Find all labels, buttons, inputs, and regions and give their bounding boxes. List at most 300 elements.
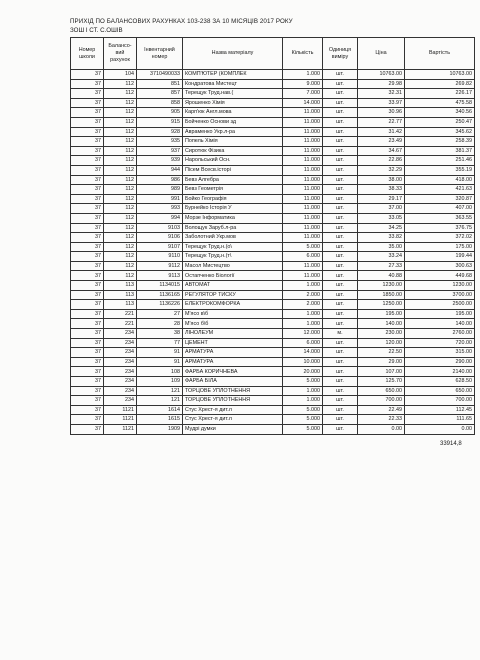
cell-value: 175.00 [405, 242, 475, 252]
cell-quantity: 1.000 [283, 281, 323, 291]
cell-unit: шт. [323, 242, 358, 252]
cell-inventory: 905 [137, 108, 183, 118]
cell-unit: шт. [323, 252, 358, 262]
cell-school: 37 [71, 194, 104, 204]
cell-unit: шт. [323, 117, 358, 127]
cell-school: 37 [71, 300, 104, 310]
table-row [71, 89, 475, 99]
cell-account: 112 [104, 146, 137, 156]
cell-account: 113 [104, 281, 137, 291]
cell-value: 195.00 [405, 309, 475, 319]
cell-school: 37 [71, 223, 104, 233]
cell-account: 112 [104, 213, 137, 223]
cell-school: 37 [71, 281, 104, 291]
cell-quantity: 1.000 [283, 309, 323, 319]
cell-value: 111.65 [405, 415, 475, 425]
cell-account: 234 [104, 367, 137, 377]
cell-value: 345.62 [405, 127, 475, 137]
cell-account: 112 [104, 242, 137, 252]
cell-value: 700.00 [405, 396, 475, 406]
cell-material: Мудрі думки [183, 424, 283, 434]
cell-account: 112 [104, 117, 137, 127]
cell-school: 37 [71, 175, 104, 185]
cell-account: 234 [104, 329, 137, 339]
cell-material: ФАРБА КОРИЧНЕВА [183, 367, 283, 377]
cell-price: 700.00 [358, 396, 405, 406]
cell-inventory: 986 [137, 175, 183, 185]
cell-inventory: 928 [137, 127, 183, 137]
cell-quantity: 9.000 [283, 79, 323, 89]
cell-quantity: 11.000 [283, 233, 323, 243]
cell-material: АВТОМАТ [183, 281, 283, 291]
cell-value: 300.63 [405, 261, 475, 271]
cell-quantity: 7.000 [283, 89, 323, 99]
cell-quantity: 1.000 [283, 396, 323, 406]
cell-account: 112 [104, 127, 137, 137]
cell-value: 628.50 [405, 377, 475, 387]
cell-inventory: 939 [137, 156, 183, 166]
cell-price: 33.82 [358, 233, 405, 243]
cell-unit: шт. [323, 309, 358, 319]
cell-school: 37 [71, 70, 104, 80]
cell-inventory: 858 [137, 98, 183, 108]
table-row [71, 377, 475, 387]
document-subtitle: ЗОШ І СТ. С.ОШІВ [70, 27, 123, 34]
cell-price: 22.86 [358, 156, 405, 166]
cell-price: 230.00 [358, 329, 405, 339]
cell-inventory: 1136226 [137, 300, 183, 310]
cell-value: 251.46 [405, 156, 475, 166]
table-row [71, 70, 475, 80]
cell-price: 1230.00 [358, 281, 405, 291]
cell-inventory: 109 [137, 377, 183, 387]
cell-account: 112 [104, 175, 137, 185]
cell-inventory: 9112 [137, 261, 183, 271]
table-row [71, 252, 475, 262]
table-row [71, 329, 475, 339]
cell-inventory: 935 [137, 137, 183, 147]
cell-material: Пісем Всесв.історі [183, 165, 283, 175]
cell-value: 650.00 [405, 386, 475, 396]
cell-material: Бойченко Основи зд [183, 117, 283, 127]
table-row [71, 357, 475, 367]
cell-school: 37 [71, 233, 104, 243]
cell-account: 113 [104, 290, 137, 300]
cell-unit: шт. [323, 290, 358, 300]
cell-school: 37 [71, 156, 104, 166]
cell-account: 112 [104, 204, 137, 214]
cell-unit: шт. [323, 185, 358, 195]
cell-value: 720.00 [405, 338, 475, 348]
table-row [71, 223, 475, 233]
cell-account: 112 [104, 271, 137, 281]
cell-school: 37 [71, 89, 104, 99]
cell-value: 10763.00 [405, 70, 475, 80]
cell-material: РЕГУЛЯТОР ТИСКУ [183, 290, 283, 300]
cell-quantity: 11.000 [283, 261, 323, 271]
cell-account: 234 [104, 338, 137, 348]
table-row [71, 405, 475, 415]
col-header-value: Вартість [405, 38, 475, 70]
cell-material: М'ясо б\б [183, 319, 283, 329]
cell-inventory: 851 [137, 79, 183, 89]
cell-school: 37 [71, 146, 104, 156]
table-row [71, 281, 475, 291]
cell-school: 37 [71, 396, 104, 406]
cell-quantity: 11.000 [283, 137, 323, 147]
cell-unit: шт. [323, 281, 358, 291]
cell-unit: шт. [323, 89, 358, 99]
table-row [71, 319, 475, 329]
col-header-material: Назва матеріалу [183, 38, 283, 70]
cell-unit: шт. [323, 165, 358, 175]
cell-unit: шт. [323, 424, 358, 434]
cell-school: 37 [71, 348, 104, 358]
table-row [71, 242, 475, 252]
cell-price: 22.50 [358, 348, 405, 358]
cell-quantity: 11.000 [283, 165, 323, 175]
cell-material: Нарольський Осн. [183, 156, 283, 166]
cell-school: 37 [71, 367, 104, 377]
cell-price: 107.00 [358, 367, 405, 377]
cell-account: 1121 [104, 405, 137, 415]
cell-account: 113 [104, 300, 137, 310]
cell-quantity: 11.000 [283, 185, 323, 195]
cell-unit: шт. [323, 300, 358, 310]
table-row [71, 117, 475, 127]
cell-inventory: 1136165 [137, 290, 183, 300]
cell-quantity: 1.000 [283, 70, 323, 80]
col-header-account: Балансо-вий рахунок [104, 38, 137, 70]
cell-material: КОМП'ЮТЕР (КОМПЛЕК [183, 70, 283, 80]
cell-price: 38.33 [358, 185, 405, 195]
cell-value: 421.63 [405, 185, 475, 195]
cell-school: 37 [71, 98, 104, 108]
cell-price: 38.00 [358, 175, 405, 185]
col-header-school: Номер школи [71, 38, 104, 70]
cell-account: 234 [104, 377, 137, 387]
cell-quantity: 11.000 [283, 213, 323, 223]
cell-school: 37 [71, 165, 104, 175]
cell-material: Авраменко Укр.л-ра [183, 127, 283, 137]
cell-price: 34.67 [358, 146, 405, 156]
cell-value: 258.39 [405, 137, 475, 147]
cell-school: 37 [71, 386, 104, 396]
table-row [71, 194, 475, 204]
cell-inventory: 989 [137, 185, 183, 195]
cell-unit: шт. [323, 127, 358, 137]
table-row [71, 338, 475, 348]
col-header-unit: Одиниця виміру [323, 38, 358, 70]
cell-account: 112 [104, 79, 137, 89]
cell-account: 234 [104, 396, 137, 406]
cell-unit: шт. [323, 405, 358, 415]
cell-quantity: 5.000 [283, 424, 323, 434]
cell-value: 140.00 [405, 319, 475, 329]
cell-quantity: 11.000 [283, 175, 323, 185]
cell-account: 112 [104, 223, 137, 233]
table-row [71, 137, 475, 147]
cell-value: 2500.00 [405, 300, 475, 310]
cell-account: 104 [104, 70, 137, 80]
cell-account: 112 [104, 137, 137, 147]
cell-inventory: 944 [137, 165, 183, 175]
table-row [71, 271, 475, 281]
cell-price: 0.00 [358, 424, 405, 434]
cell-account: 112 [104, 252, 137, 262]
cell-value: 340.56 [405, 108, 475, 118]
cell-inventory: 121 [137, 396, 183, 406]
cell-inventory: 1615 [137, 415, 183, 425]
table-row [71, 300, 475, 310]
cell-unit: шт. [323, 261, 358, 271]
cell-value: 199.44 [405, 252, 475, 262]
cell-value: 475.58 [405, 98, 475, 108]
cell-quantity: 5.000 [283, 242, 323, 252]
cell-unit: шт. [323, 156, 358, 166]
cell-quantity: 11.000 [283, 146, 323, 156]
table-row [71, 424, 475, 434]
cell-material: ФАРБА БІЛА [183, 377, 283, 387]
cell-school: 37 [71, 329, 104, 339]
cell-price: 33.97 [358, 98, 405, 108]
table-row [71, 261, 475, 271]
cell-school: 37 [71, 213, 104, 223]
cell-price: 23.49 [358, 137, 405, 147]
cell-inventory: 27 [137, 309, 183, 319]
cell-unit: шт. [323, 348, 358, 358]
table-row [71, 415, 475, 425]
cell-unit: шт. [323, 146, 358, 156]
cell-unit: шт. [323, 194, 358, 204]
col-header-price: Ціна [358, 38, 405, 70]
cell-account: 112 [104, 194, 137, 204]
cell-inventory: 3710490033 [137, 70, 183, 80]
cell-account: 112 [104, 108, 137, 118]
cell-school: 37 [71, 357, 104, 367]
cell-price: 34.25 [358, 223, 405, 233]
cell-school: 37 [71, 319, 104, 329]
cell-inventory: 77 [137, 338, 183, 348]
cell-value: 290.00 [405, 357, 475, 367]
table-row [71, 386, 475, 396]
cell-value: 449.68 [405, 271, 475, 281]
cell-value: 3700.00 [405, 290, 475, 300]
table-header-row [71, 38, 475, 70]
cell-material: Карп'юк Англ.мова [183, 108, 283, 118]
cell-quantity: 14.000 [283, 98, 323, 108]
cell-school: 37 [71, 309, 104, 319]
cell-quantity: 5.000 [283, 405, 323, 415]
cell-price: 1250.00 [358, 300, 405, 310]
cell-unit: шт. [323, 79, 358, 89]
cell-quantity: 11.000 [283, 156, 323, 166]
table-row [71, 146, 475, 156]
cell-material: Ярошенко Хімія [183, 98, 283, 108]
cell-price: 33.24 [358, 252, 405, 262]
cell-school: 37 [71, 252, 104, 262]
cell-price: 37.00 [358, 204, 405, 214]
cell-price: 22.49 [358, 405, 405, 415]
cell-inventory: 991 [137, 194, 183, 204]
cell-account: 112 [104, 98, 137, 108]
cell-quantity: 1.000 [283, 386, 323, 396]
cell-material: Заболотний Укр.мов [183, 233, 283, 243]
materials-table [70, 37, 475, 435]
cell-material: Масол Мистецтво [183, 261, 283, 271]
cell-material: ТОРЦОВЕ УПЛОТНЕННЯ [183, 386, 283, 396]
cell-account: 234 [104, 357, 137, 367]
cell-material: Сиротюк Фізика [183, 146, 283, 156]
cell-account: 112 [104, 89, 137, 99]
cell-quantity: 11.000 [283, 194, 323, 204]
cell-price: 29.98 [358, 79, 405, 89]
cell-school: 37 [71, 137, 104, 147]
cell-unit: шт. [323, 357, 358, 367]
table-row [71, 348, 475, 358]
cell-school: 37 [71, 424, 104, 434]
cell-inventory: 1134015 [137, 281, 183, 291]
cell-unit: шт. [323, 70, 358, 80]
cell-quantity: 11.000 [283, 117, 323, 127]
cell-value: 372.02 [405, 233, 475, 243]
cell-account: 112 [104, 156, 137, 166]
cell-unit: шт. [323, 213, 358, 223]
cell-inventory: 38 [137, 329, 183, 339]
cell-inventory: 9103 [137, 223, 183, 233]
cell-material: Попель Хімія [183, 137, 283, 147]
table-row [71, 79, 475, 89]
cell-unit: шт. [323, 271, 358, 281]
table-row [71, 213, 475, 223]
cell-value: 418.00 [405, 175, 475, 185]
cell-inventory: 108 [137, 367, 183, 377]
cell-inventory: 9107 [137, 242, 183, 252]
cell-price: 35.00 [358, 242, 405, 252]
cell-price: 650.00 [358, 386, 405, 396]
table-row [71, 175, 475, 185]
cell-quantity: 1.000 [283, 319, 323, 329]
cell-account: 234 [104, 386, 137, 396]
cell-unit: шт. [323, 98, 358, 108]
cell-material: Бурнейко Історія У [183, 204, 283, 214]
cell-account: 112 [104, 165, 137, 175]
cell-account: 1121 [104, 415, 137, 425]
cell-inventory: 91 [137, 348, 183, 358]
cell-material: Терещук Труд.н.(о\ [183, 242, 283, 252]
cell-material: Остапченко Біології [183, 271, 283, 281]
cell-material: Стус Хрест-я дит.л [183, 405, 283, 415]
cell-school: 37 [71, 79, 104, 89]
cell-price: 33.05 [358, 213, 405, 223]
cell-quantity: 14.000 [283, 348, 323, 358]
cell-value: 381.37 [405, 146, 475, 156]
cell-price: 32.29 [358, 165, 405, 175]
cell-quantity: 6.000 [283, 252, 323, 262]
cell-value: 355.19 [405, 165, 475, 175]
document-title: ПРИХІД ПО БАЛАНСОВИХ РАХУНКАХ 103-238 ЗА 10 МІСЯЦІВ 2017 РОКУ [70, 18, 293, 25]
cell-account: 112 [104, 261, 137, 271]
table-row [71, 98, 475, 108]
cell-material: АРМАТУРА [183, 357, 283, 367]
cell-price: 10763.00 [358, 70, 405, 80]
cell-inventory: 9106 [137, 233, 183, 243]
cell-quantity: 10.000 [283, 357, 323, 367]
cell-account: 221 [104, 309, 137, 319]
cell-price: 32.31 [358, 89, 405, 99]
cell-unit: шт. [323, 204, 358, 214]
cell-school: 37 [71, 185, 104, 195]
cell-quantity: 6.000 [283, 338, 323, 348]
cell-school: 37 [71, 271, 104, 281]
table-row [71, 309, 475, 319]
cell-unit: шт. [323, 137, 358, 147]
cell-value: 2140.00 [405, 367, 475, 377]
cell-unit: шт. [323, 319, 358, 329]
cell-quantity: 2.000 [283, 290, 323, 300]
table-row [71, 185, 475, 195]
table-row [71, 165, 475, 175]
cell-inventory: 9113 [137, 271, 183, 281]
cell-value: 2760.00 [405, 329, 475, 339]
cell-quantity: 5.000 [283, 415, 323, 425]
cell-value: 250.47 [405, 117, 475, 127]
cell-unit: шт. [323, 367, 358, 377]
cell-material: Бевз Алгебра [183, 175, 283, 185]
col-header-inventory: Інвентарний номер [137, 38, 183, 70]
cell-value: 376.75 [405, 223, 475, 233]
cell-value: 363.55 [405, 213, 475, 223]
cell-unit: шт. [323, 175, 358, 185]
cell-school: 37 [71, 290, 104, 300]
cell-unit: шт. [323, 386, 358, 396]
cell-school: 37 [71, 204, 104, 214]
table-row [71, 233, 475, 243]
cell-value: 269.82 [405, 79, 475, 89]
cell-account: 234 [104, 348, 137, 358]
cell-school: 37 [71, 377, 104, 387]
table-row [71, 204, 475, 214]
cell-material: Волощук Заруб.л-ра [183, 223, 283, 233]
cell-price: 140.00 [358, 319, 405, 329]
cell-material: ЦЕМЕНТ [183, 338, 283, 348]
cell-inventory: 937 [137, 146, 183, 156]
cell-price: 1850.00 [358, 290, 405, 300]
cell-quantity: 20.000 [283, 367, 323, 377]
cell-price: 120.00 [358, 338, 405, 348]
cell-inventory: 9110 [137, 252, 183, 262]
cell-unit: шт. [323, 223, 358, 233]
cell-material: Бойко Географія [183, 194, 283, 204]
cell-inventory: 28 [137, 319, 183, 329]
cell-price: 29.17 [358, 194, 405, 204]
cell-price: 125.70 [358, 377, 405, 387]
cell-quantity: 11.000 [283, 271, 323, 281]
cell-school: 37 [71, 415, 104, 425]
cell-school: 37 [71, 127, 104, 137]
cell-material: Кондратова Мистецт [183, 79, 283, 89]
cell-material: Терещук Труд.нав.( [183, 89, 283, 99]
cell-inventory: 1614 [137, 405, 183, 415]
cell-price: 31.42 [358, 127, 405, 137]
table-row [71, 290, 475, 300]
cell-inventory: 994 [137, 213, 183, 223]
table-row [71, 156, 475, 166]
cell-unit: м. [323, 329, 358, 339]
cell-school: 37 [71, 108, 104, 118]
table-row [71, 367, 475, 377]
cell-inventory: 857 [137, 89, 183, 99]
